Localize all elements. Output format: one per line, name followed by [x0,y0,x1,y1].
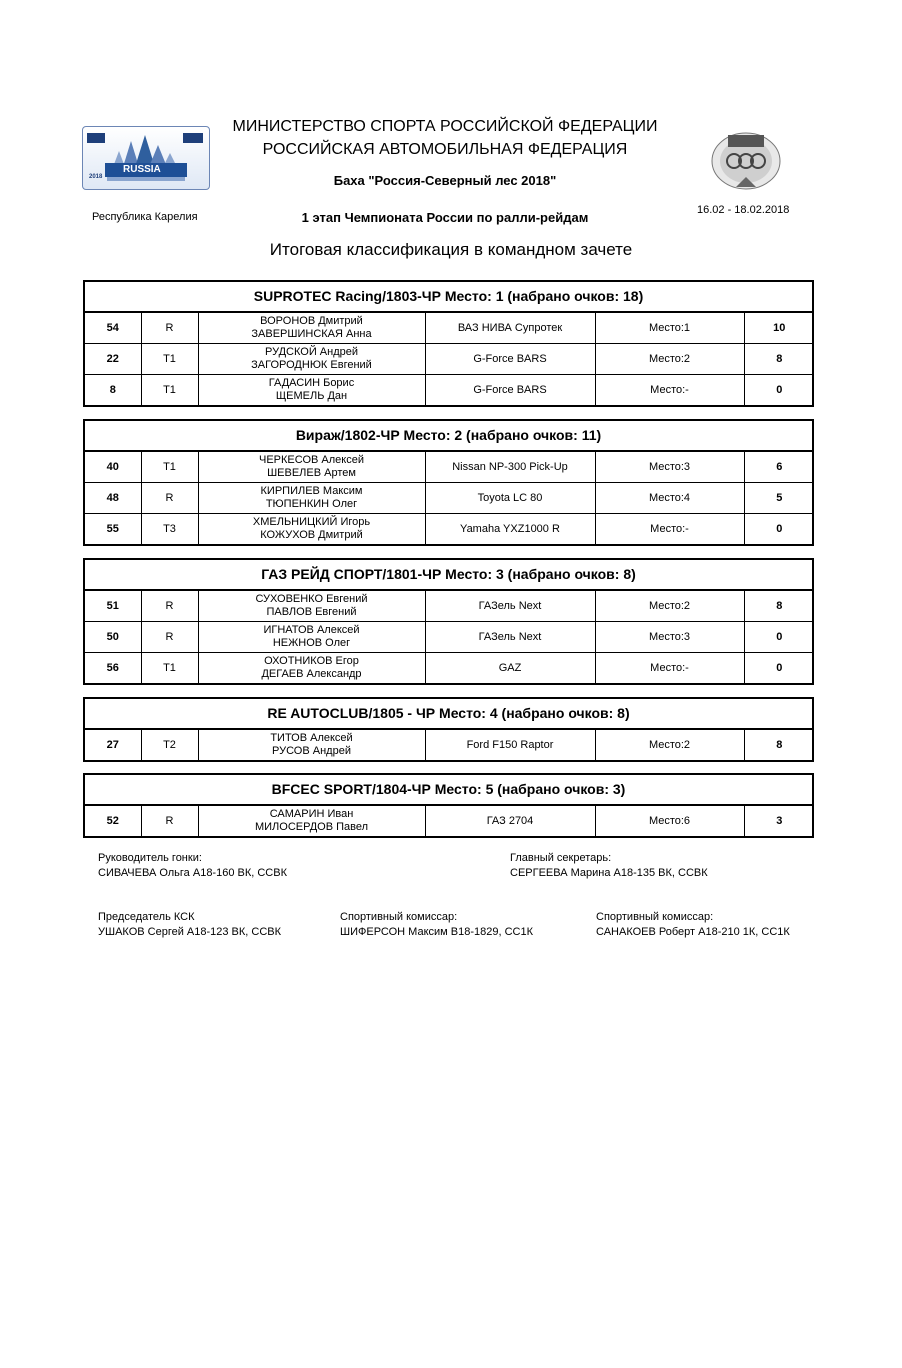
place: Место:2 [595,730,744,760]
car: ГАЗ 2704 [425,806,595,836]
place: Место:2 [595,591,744,622]
team-table [85,730,814,760]
codriver: ЗАГОРОДНЮК Евгений [251,359,372,371]
driver: ИГНАТОВ Алексей [263,624,360,636]
class: T2 [141,730,198,760]
team-header: SUPROTEC Racing/1803-ЧР Место: 1 (набрано очков: 18) [85,282,812,313]
car: Ford F150 Raptor [425,730,595,760]
points: 8 [744,344,814,375]
team-header: BFCEC SPORT/1804-ЧР Место: 5 (набрано очков: 3) [85,775,812,806]
table-row [85,653,814,684]
class: R [141,313,198,344]
class: T1 [141,344,198,375]
car: G-Force BARS [425,344,595,375]
place: Место:1 [595,313,744,344]
raf-emblem-graphic [706,125,786,195]
car-number: 51 [106,599,119,612]
car-number: 54 [106,321,119,334]
points: 5 [744,483,814,514]
crew [198,313,425,344]
raf-emblem [706,125,786,195]
table-row [85,806,814,836]
points: 10 [744,313,814,344]
class: T1 [141,452,198,483]
points: 6 [744,452,814,483]
event-logo [82,126,210,190]
car-number: 8 [85,375,141,406]
class: T3 [141,514,198,545]
table-row [85,730,814,760]
place: Место:- [595,514,744,545]
crew [198,375,425,406]
steward-2-name: САНАКОЕВ Роберт А18-210 1К, СС1К [596,926,790,938]
codriver: ДЕГАЕВ Александр [261,668,362,680]
class: T1 [141,653,198,684]
team-block [83,280,814,407]
place: Место:6 [595,806,744,836]
car: Nissan NP-300 Pick-Up [425,452,595,483]
place: Место:2 [595,344,744,375]
crew [198,806,425,836]
driver: ТИТОВ Алексей [270,732,353,744]
team-table [85,452,814,544]
driver: ОХОТНИКОВ Егор [264,655,359,667]
car-number: 40 [106,460,119,473]
car-number: 50 [85,622,141,653]
codriver: РУСОВ Андрей [272,745,351,757]
class: R [141,591,198,622]
document-title: Итоговая классификация в командном зачете [269,240,633,259]
steward-1 [340,910,533,940]
table-row [85,483,814,514]
car: Toyota LC 80 [425,483,595,514]
crew [198,591,425,622]
table-row [85,591,814,622]
driver: ГАДАСИН Борис [268,377,355,389]
team-table [85,313,814,405]
car: ВАЗ НИВА Супротек [425,313,595,344]
steward-1-role: Спортивный комиссар: [340,911,458,923]
class: R [141,483,198,514]
table-row [85,514,814,545]
place: Место:4 [595,483,744,514]
team-header: ГАЗ РЕЙД СПОРТ/1801-ЧР Место: 3 (набрано очков: 8) [85,560,812,591]
team-header: RE AUTOCLUB/1805 - ЧР Место: 4 (набрано очков: 8) [85,699,812,730]
car-number: 55 [85,514,141,545]
driver: ХМЕЛЬНИЦКИЙ Игорь [252,516,371,528]
race-director-role: Руководитель гонки: [98,852,202,864]
steward-2 [596,910,790,940]
codriver: НЕЖНОВ Олег [272,637,351,649]
chairman-name: УШАКОВ Сергей А18-123 ВК, ССВК [98,926,282,938]
crew [198,344,425,375]
table-row [85,344,814,375]
crew [198,622,425,653]
points: 0 [744,375,814,406]
team-block [83,697,814,762]
driver: КИРПИЛЕВ Максим [260,485,363,497]
class: R [141,622,198,653]
secretary-name: СЕРГЕЕВА Марина А18-135 ВК, ССВК [510,867,708,879]
place: Место:- [595,375,744,406]
car-number: 22 [85,344,141,375]
codriver: ТЮПЕНКИН Олег [265,498,358,510]
chairman-role: Председатель КСК [98,911,195,923]
race-director-name: СИВАЧЕВА Ольга А18-160 ВК, ССВК [98,867,287,879]
event-logo-year: 2018 [89,174,103,180]
header-federation: РОССИЙСКАЯ АВТОМОБИЛЬНАЯ ФЕДЕРАЦИЯ [262,141,628,158]
driver: РУДСКОЙ Андрей [265,346,358,358]
table-row [85,375,814,406]
event-dates: 16.02 - 18.02.2018 [697,204,790,216]
region: Республика Карелия [92,211,198,223]
car: ГАЗель Next [425,622,595,653]
place: Место:- [595,653,744,684]
car-number: 52 [106,814,119,827]
crew [198,452,425,483]
points: 8 [744,591,814,622]
points: 0 [744,653,814,684]
championship-stage: 1 этап Чемпионата России по ралли-рейдам [301,210,589,225]
driver: САМАРИН Иван [269,808,354,820]
team-table [85,806,814,836]
codriver: КОЖУХОВ Дмитрий [260,529,363,541]
car-number: 27 [106,738,119,751]
car: Yamaha YXZ1000 R [425,514,595,545]
points: 8 [744,730,814,760]
header-ministry: МИНИСТЕРСТВО СПОРТА РОССИЙСКОЙ ФЕДЕРАЦИИ [232,118,658,135]
points: 3 [744,806,814,836]
team-header: Вираж/1802-ЧР Место: 2 (набрано очков: 11) [85,421,812,452]
car-number: 56 [85,653,141,684]
event-logo-text: RUSSIA [123,164,161,175]
codriver: МИЛОСЕРДОВ Павел [254,821,369,833]
car: G-Force BARS [425,375,595,406]
driver: ВОРОНОВ Дмитрий [260,315,363,327]
driver: ЧЕРКЕСОВ Алексей [259,454,364,466]
class: R [141,806,198,836]
codriver: ПАВЛОВ Евгений [266,606,357,618]
crew [198,483,425,514]
points: 0 [744,514,814,545]
codriver: ШЕВЕЛЕВ Артем [267,467,356,479]
driver: СУХОВЕНКО Евгений [255,593,368,605]
car: ГАЗель Next [425,591,595,622]
codriver: ЩЕМЕЛЬ Дан [275,390,348,402]
event-name: Баха "Россия-Северный лес 2018" [333,173,557,188]
table-row [85,313,814,344]
codriver: ЗАВЕРШИНСКАЯ Анна [251,328,372,340]
crew [198,514,425,545]
steward-2-role: Спортивный комиссар: [596,911,714,923]
chairman [98,910,281,940]
crew [198,653,425,684]
place: Место:3 [595,622,744,653]
secretary-role: Главный секретарь: [510,852,612,864]
class: T1 [141,375,198,406]
chief-secretary [510,851,708,881]
car: GAZ [425,653,595,684]
table-row [85,622,814,653]
race-director [98,851,287,881]
points: 0 [744,622,814,653]
place: Место:3 [595,452,744,483]
team-block [83,773,814,838]
table-row [85,452,814,483]
team-block [83,558,814,685]
team-block [83,419,814,546]
steward-1-name: ШИФЕРСОН Максим В18-1829, СС1К [340,926,533,938]
crew [198,730,425,760]
car-number: 48 [85,483,141,514]
team-table [85,591,814,683]
